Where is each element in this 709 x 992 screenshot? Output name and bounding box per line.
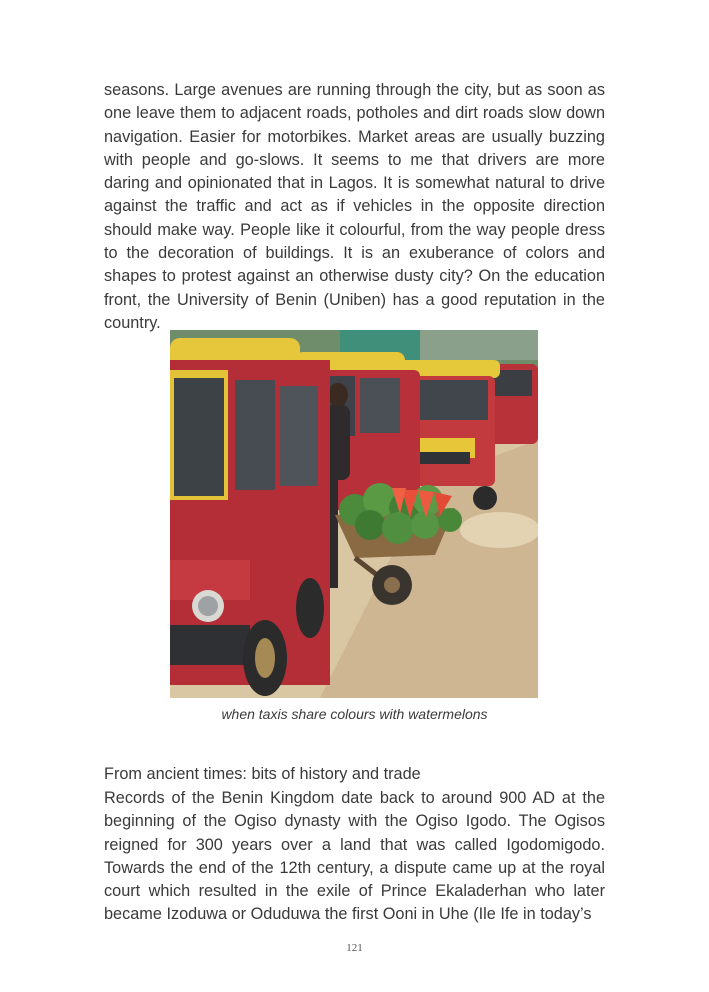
body-paragraph-2: Records of the Benin Kingdom date back to around 900 AD at the beginning of the Ogiso dynasty with the Ogiso Igodo. The Ogisos reigned for 300 years over a land that was called Igodomigodo. Towards the end of the 12th century, a dispute came up at the royal court which resulted in the exile of Prince Ekaladerhan who later became Izoduwa or Oduduwa the first Ooni in Uhe (Ile Ife in today’s bbox=[104, 789, 605, 924]
photo-caption: when taxis share colours with watermelons bbox=[221, 706, 488, 722]
section-heading: From ancient times: bits of history and trade bbox=[104, 765, 421, 783]
page-number: 121 bbox=[346, 942, 363, 954]
taxis-watermelons-photo bbox=[170, 330, 538, 698]
body-paragraph-1: seasons. Large avenues are running through the city, but as soon as one leave them to adjacent roads, potholes and dirt roads slow down navigation. Easier for motorbikes. Market areas are usually buzzing with people and go-slows. It seems to me that drivers are more daring and opinionated that in Lagos. It is somewhat natural to drive against the traffic and act as if vehicles in the opposite direction should make way. People like it colourful, from the way people dress to the decoration of buildings. It is an exuberance of colors and shapes to protest against an otherwise dusty city? On the education front, the University of Benin (Uniben) has a good reputation in the country. bbox=[104, 81, 605, 332]
